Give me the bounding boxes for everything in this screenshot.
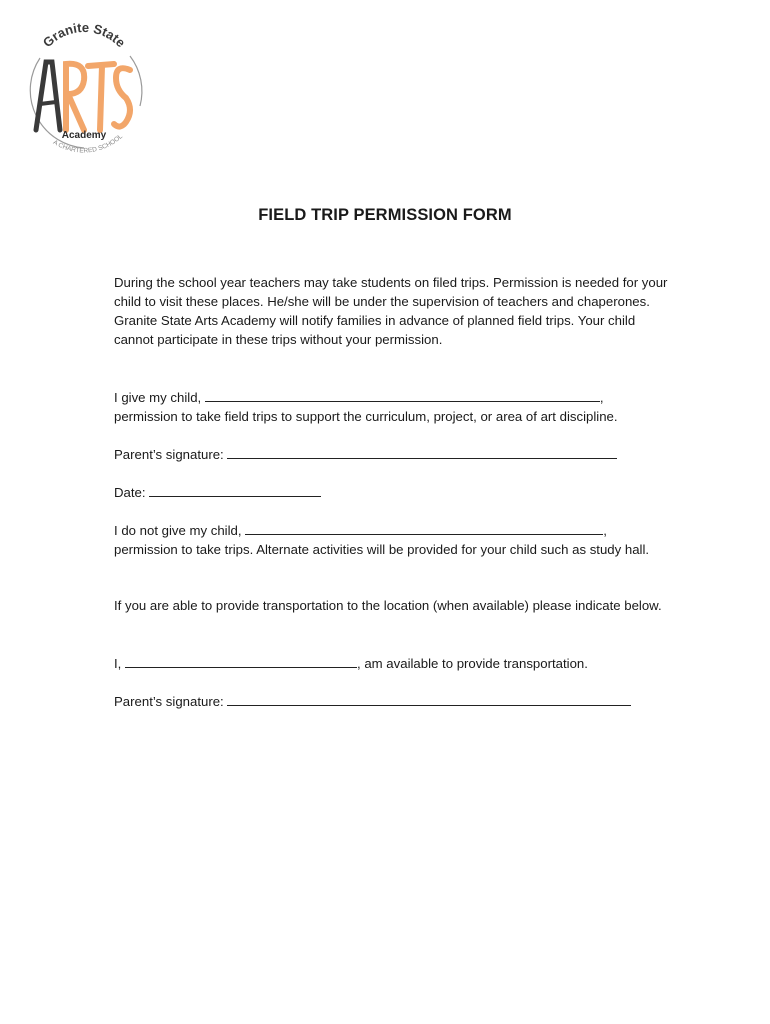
- intro-paragraph-2: Granite State Arts Academy will notify families in advance of planned field trips. Your child cannot participate in these trips without your permission.: [114, 313, 636, 347]
- deny-child-suffix: ,: [603, 523, 607, 538]
- transport-suffix: , am available to provide transportation.: [357, 656, 588, 671]
- school-logo: [22, 18, 147, 163]
- deny-permission-section: [114, 520, 674, 559]
- logo-ring-right: [130, 56, 142, 106]
- date-field[interactable]: [149, 482, 321, 497]
- transport-volunteer-section: [114, 653, 674, 673]
- give-child-suffix: ,: [599, 390, 604, 405]
- transport-prefix: I,: [114, 656, 122, 671]
- give-permission-text: permission to take field trips to support the curriculum, project, or area of art discipline.: [114, 409, 618, 424]
- deny-child-label: I do not give my child,: [114, 523, 242, 538]
- transport-section: [114, 596, 674, 615]
- intro-section: [114, 273, 674, 349]
- logo-sub-text: Academy: [61, 130, 107, 141]
- logo-arts-letters: [36, 62, 130, 130]
- intro-paragraph-1: During the school year teachers may take students on filed trips. Permission is needed for your child to visit these places. He/she will be under the supervision of teachers and chaperones.: [114, 275, 668, 309]
- parent-signature-field-1[interactable]: [227, 444, 617, 459]
- logo-top-text: Granite State: [39, 19, 129, 51]
- transport-name-field[interactable]: [125, 653, 357, 668]
- form-title: FIELD TRIP PERMISSION FORM: [258, 206, 512, 224]
- signature-section-1: [114, 444, 674, 464]
- transport-text: If you are able to provide transportation to the location (when available) please indicate below.: [114, 598, 662, 613]
- parent-signature-field-2[interactable]: [227, 691, 631, 706]
- signature-label-2: Parent’s signature:: [114, 694, 224, 709]
- signature-label-1: Parent’s signature:: [114, 447, 224, 462]
- deny-child-name-field[interactable]: [245, 520, 603, 535]
- logo-tagline: A CHARTERED SCHOOL: [51, 133, 125, 155]
- deny-permission-text: permission to take trips. Alternate activities will be provided for your child such as study hall.: [114, 542, 650, 557]
- give-child-label: I give my child,: [114, 390, 202, 405]
- date-section: [114, 482, 674, 502]
- signature-section-2: [114, 691, 674, 711]
- child-name-field[interactable]: [205, 387, 600, 402]
- date-label: Date:: [114, 485, 146, 500]
- give-permission-section: [114, 387, 674, 426]
